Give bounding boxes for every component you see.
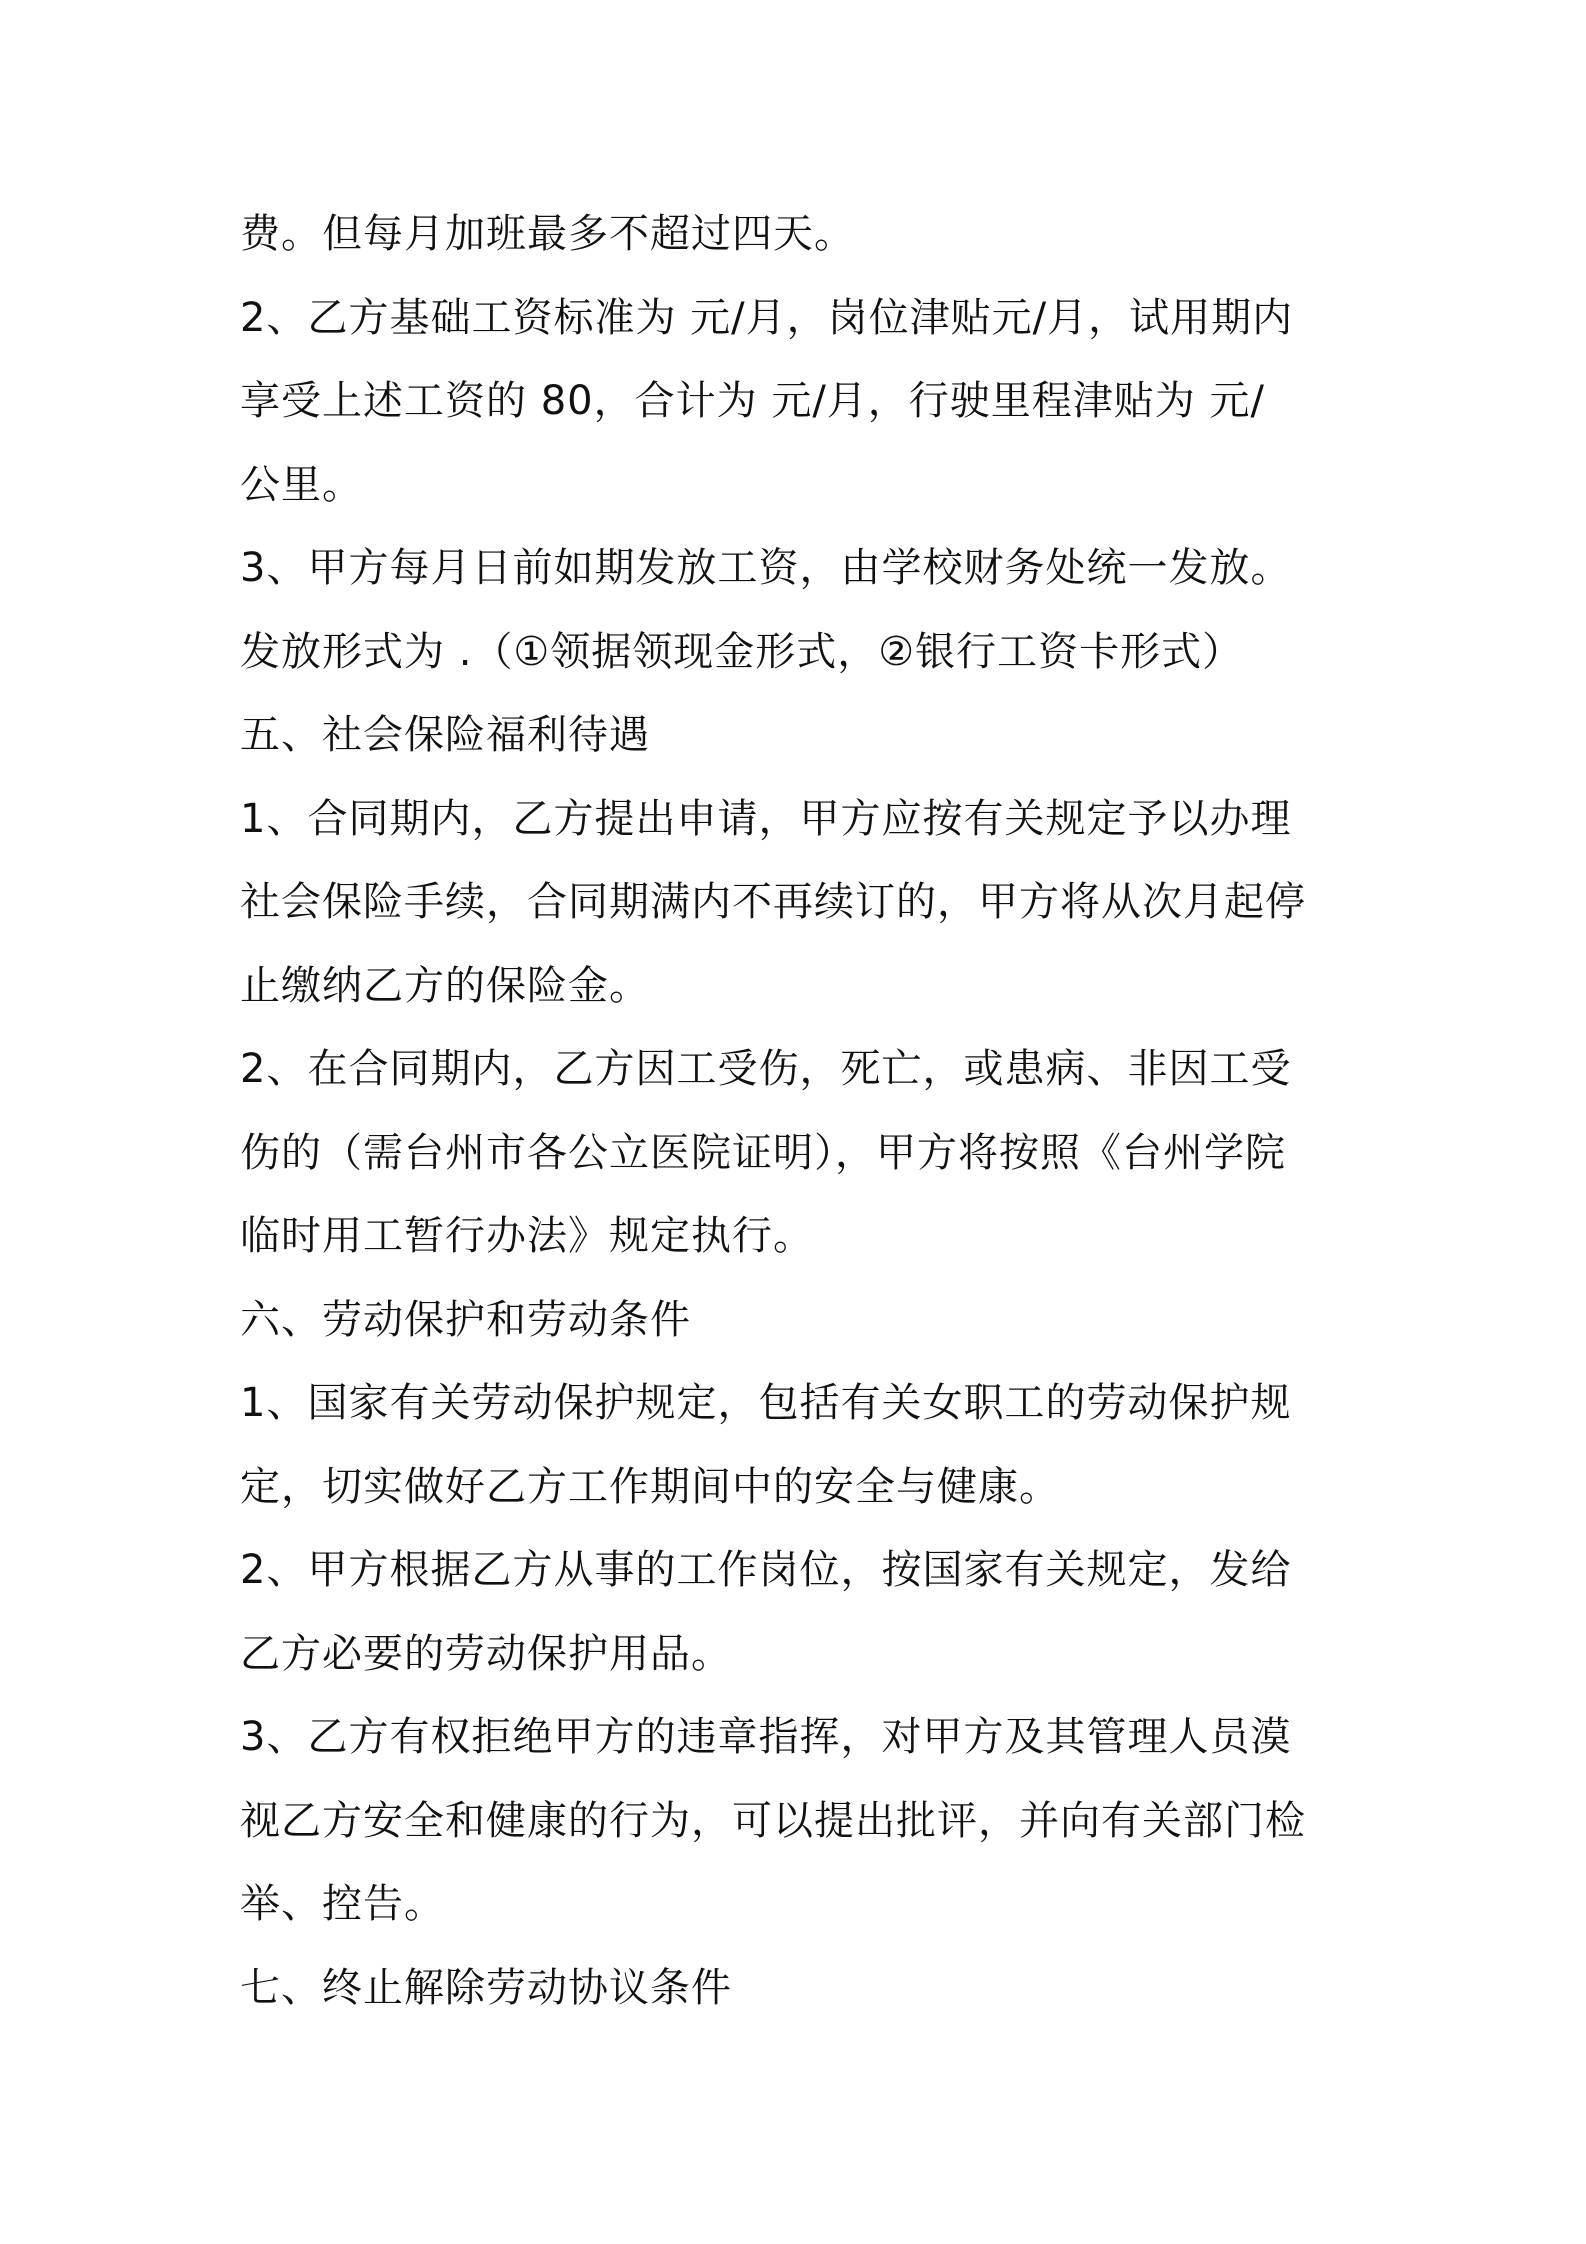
document-body xyxy=(240,193,1360,2030)
text-line: 视乙方安全和健康的行为，可以提出批评，并向有关部门检 xyxy=(240,1797,1306,1844)
section-heading: 六、劳动保护和劳动条件 xyxy=(240,1296,691,1343)
text-line: 乙方必要的劳动保护用品。 xyxy=(240,1630,732,1677)
text-line: 2、在合同期内，乙方因工受伤，死亡，或患病、非因工受 xyxy=(240,1046,1292,1092)
text-line: 社会保险手续，合同期满内不再续订的，甲方将从次月起停 xyxy=(240,879,1306,925)
text-line: 享受上述工资的 80，合计为 元/月，行驶里程津贴为 元/ xyxy=(240,378,1265,424)
text-line: 临时用工暂行办法》规定执行。 xyxy=(240,1213,814,1259)
text-line: 止缴纳乙方的保险金。 xyxy=(240,962,650,1009)
text-line: 定，切实做好乙方工作期间中的安全与健康。 xyxy=(240,1463,1060,1510)
text-line: 3、乙方有权拒绝甲方的违章指挥，对甲方及其管理人员漠 xyxy=(240,1714,1292,1760)
section-heading: 五、社会保险福利待遇 xyxy=(240,712,650,758)
text-line: 1、合同期内，乙方提出申请，甲方应按有关规定予以办理 xyxy=(240,795,1292,842)
text-line: 2、甲方根据乙方从事的工作岗位，按国家有关规定，发给 xyxy=(240,1547,1292,1593)
text-line: 费。但每月加班最多不超过四天。 xyxy=(240,211,855,257)
text-line: 举、控告。 xyxy=(240,1881,445,1927)
text-line: 2、乙方基础工资标准为 元/月，岗位津贴元/月，试用期内 xyxy=(240,294,1294,341)
text-line: 公里。 xyxy=(240,461,363,508)
section-heading: 七、终止解除劳动协议条件 xyxy=(240,1964,732,2011)
text-line: 发放形式为 .（①领据领现金形式，②银行工资卡形式） xyxy=(240,628,1244,675)
text-line: 3、甲方每月日前如期发放工资，由学校财务处统一发放。 xyxy=(240,545,1292,591)
text-line: 1、国家有关劳动保护规定，包括有关女职工的劳动保护规 xyxy=(240,1380,1292,1426)
text-line: 伤的（需台州市各公立医院证明），甲方将按照《台州学院 xyxy=(240,1129,1286,1176)
